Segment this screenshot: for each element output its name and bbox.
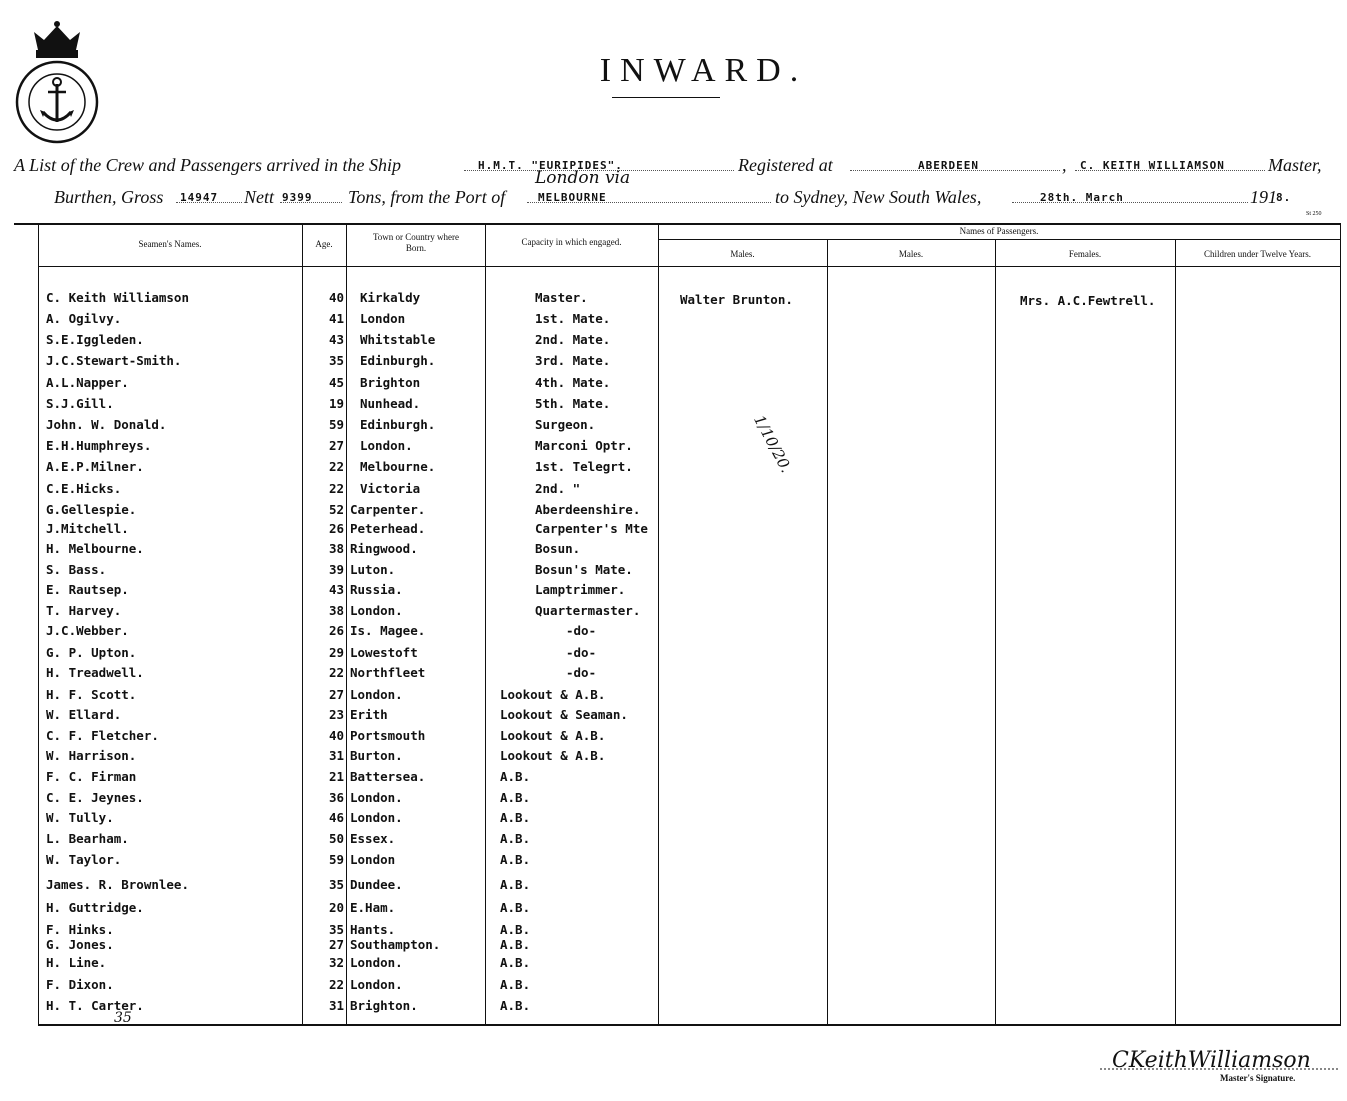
table-bottom-rule: [38, 1024, 1341, 1026]
seaman-capacity: 2nd. ": [535, 481, 581, 496]
master-label: Master,: [1268, 155, 1322, 175]
seaman-name: C.E.Hicks.: [46, 481, 122, 496]
seaman-age: 27: [328, 687, 344, 702]
list-heading-label: A List of the Crew and Passengers arrived in the Ship: [14, 155, 401, 175]
column-divider: [1340, 224, 1341, 1024]
seaman-birthplace: Hants.: [350, 922, 396, 937]
seaman-age: 46: [328, 810, 344, 825]
destination-label: to Sydney, New South Wales,: [775, 187, 982, 207]
seaman-age: 59: [328, 417, 344, 432]
seaman-age: 31: [328, 748, 344, 763]
seaman-name: C. E. Jeynes.: [46, 790, 144, 805]
seaman-capacity: A.B.: [500, 900, 531, 915]
seaman-name: J.C.Webber.: [46, 623, 129, 638]
seaman-name: T. Harvey.: [46, 603, 122, 618]
seaman-age: 29: [328, 645, 344, 660]
seaman-name: A. Ogilvy.: [46, 311, 122, 326]
handwritten-crew-count: 35: [114, 1010, 132, 1026]
seaman-capacity: A.B.: [500, 977, 531, 992]
seaman-birthplace: Ringwood.: [350, 541, 418, 556]
seaman-capacity: 5th. Mate.: [535, 396, 611, 411]
seaman-birthplace: Is. Magee.: [350, 623, 426, 638]
seaman-birthplace: London: [360, 311, 406, 326]
seaman-birthplace: Lowestoft: [350, 645, 418, 660]
seaman-age: 41: [328, 311, 344, 326]
seaman-name: H. F. Scott.: [46, 687, 137, 702]
seaman-birthplace: Luton.: [350, 562, 396, 577]
seaman-birthplace: Carpenter.: [350, 502, 426, 517]
tons-from-port-label: Tons, from the Port of: [348, 187, 506, 207]
arrival-date: 28th. March: [1040, 191, 1124, 204]
seaman-capacity: A.B.: [500, 877, 531, 892]
seaman-capacity: Lookout & A.B.: [500, 687, 606, 702]
seaman-age: 27: [328, 937, 344, 952]
port-name: MELBOURNE: [538, 191, 607, 204]
column-header-seamen: Seamen's Names.: [138, 239, 202, 249]
seaman-capacity: Surgeon.: [535, 417, 596, 432]
handwritten-date-annotation: 1/10/20.: [750, 412, 796, 476]
seaman-birthplace: Portsmouth: [350, 728, 426, 743]
seaman-birthplace: Kirkaldy: [360, 290, 421, 305]
year-suffix: 8.: [1276, 191, 1292, 204]
seaman-age: 59: [328, 852, 344, 867]
seaman-name: G. Jones.: [46, 937, 114, 952]
seaman-age: 38: [328, 541, 344, 556]
seaman-capacity: A.B.: [500, 922, 531, 937]
seaman-age: 43: [328, 332, 344, 347]
seaman-birthplace: Battersea.: [350, 769, 426, 784]
seaman-capacity: 3rd. Mate.: [535, 353, 611, 368]
column-divider: [658, 224, 659, 1024]
seaman-birthplace: E.Ham.: [350, 900, 396, 915]
seaman-name: H. T. Carter.: [46, 998, 144, 1013]
seaman-name: S.J.Gill.: [46, 396, 114, 411]
seaman-capacity: Lookout & A.B.: [500, 728, 606, 743]
seaman-birthplace: Peterhead.: [350, 521, 426, 536]
seaman-capacity: Master.: [535, 290, 588, 305]
seaman-birthplace: London.: [360, 438, 413, 453]
seaman-capacity: 4th. Mate.: [535, 375, 611, 390]
seaman-capacity: A.B.: [500, 937, 531, 952]
column-divider: [302, 224, 303, 1024]
seaman-age: 39: [328, 562, 344, 577]
passenger-male: Walter Brunton.: [680, 292, 793, 307]
seaman-name: W. Tully.: [46, 810, 114, 825]
seaman-name: L. Bearham.: [46, 831, 129, 846]
gross-tonnage: 14947: [180, 191, 219, 204]
seaman-name: F. Dixon.: [46, 977, 114, 992]
seaman-name: W. Harrison.: [46, 748, 137, 763]
column-header-passengers: Names of Passengers.: [959, 226, 1039, 236]
seaman-age: 31: [328, 998, 344, 1013]
seaman-age: 23: [328, 707, 344, 722]
seaman-age: 38: [328, 603, 344, 618]
seaman-capacity: Bosun's Mate.: [535, 562, 633, 577]
seaman-birthplace: Brighton.: [350, 998, 418, 1013]
seaman-name: S.E.Iggleden.: [46, 332, 144, 347]
seaman-age: 45: [328, 375, 344, 390]
seaman-capacity: Lookout & A.B.: [500, 748, 606, 763]
table-top-rule: [14, 223, 1341, 225]
seaman-capacity: 1st. Telegrt.: [535, 459, 633, 474]
column-header-age: Age.: [315, 239, 333, 249]
seaman-age: 35: [328, 877, 344, 892]
signature-label: Master's Signature.: [1220, 1073, 1296, 1083]
seaman-age: 27: [328, 438, 344, 453]
seaman-age: 35: [328, 922, 344, 937]
column-divider: [485, 224, 486, 1024]
registered-port: ABERDEEN: [918, 159, 979, 172]
seaman-name: J.Mitchell.: [46, 521, 129, 536]
column-header-children: Children under Twelve Years.: [1204, 249, 1311, 259]
seaman-age: 22: [328, 481, 344, 496]
seaman-age: 43: [328, 582, 344, 597]
seaman-name: G.Gellespie.: [46, 502, 137, 517]
seaman-name: H. Line.: [46, 955, 107, 970]
seaman-name: E. Rautsep.: [46, 582, 129, 597]
seaman-name: H. Guttridge.: [46, 900, 144, 915]
seaman-age: 35: [328, 353, 344, 368]
seaman-birthplace: Russia.: [350, 582, 403, 597]
seaman-birthplace: Essex.: [350, 831, 396, 846]
seaman-capacity: A.B.: [500, 852, 531, 867]
seaman-capacity: A.B.: [500, 831, 531, 846]
seaman-age: 22: [328, 459, 344, 474]
nett-label: Nett: [244, 187, 274, 207]
seaman-birthplace: London.: [350, 687, 403, 702]
seaman-birthplace: Dundee.: [350, 877, 403, 892]
seaman-birthplace: Erith: [350, 707, 388, 722]
burthen-label: Burthen, Gross: [54, 187, 164, 207]
seaman-birthplace: London.: [350, 790, 403, 805]
column-header-males: Males.: [898, 249, 924, 259]
column-divider: [995, 240, 996, 1024]
column-divider: [1175, 240, 1176, 1024]
seaman-capacity: Lamptrimmer.: [535, 582, 626, 597]
seaman-birthplace: Northfleet: [350, 665, 426, 680]
column-header-males: Males.: [730, 249, 755, 259]
seaman-name: G. P. Upton.: [46, 645, 137, 660]
seaman-capacity: A.B.: [500, 769, 531, 784]
seaman-name: A.E.P.Milner.: [46, 459, 144, 474]
seaman-age: 21: [328, 769, 344, 784]
seaman-capacity: -do-: [566, 623, 597, 638]
seaman-birthplace: Brighton: [360, 375, 421, 390]
seaman-capacity: 2nd. Mate.: [535, 332, 611, 347]
column-header-capacity: Capacity in which engaged.: [521, 237, 622, 247]
seaman-name: E.H.Humphreys.: [46, 438, 152, 453]
seaman-capacity: A.B.: [500, 955, 531, 970]
seaman-birthplace: London.: [350, 977, 403, 992]
seaman-capacity: 1st. Mate.: [535, 311, 611, 326]
seaman-name: C. Keith Williamson: [46, 290, 189, 305]
column-header-town: Town or Country where Born.: [372, 232, 460, 253]
seaman-birthplace: London: [350, 852, 396, 867]
seaman-age: 26: [328, 521, 344, 536]
column-divider: [827, 240, 828, 1024]
seaman-capacity: Bosun.: [535, 541, 581, 556]
column-divider: [38, 224, 39, 1024]
seaman-age: 22: [328, 977, 344, 992]
seaman-age: 19: [328, 396, 344, 411]
seaman-birthplace: Victoria: [360, 481, 421, 496]
master-name: C. KEITH WILLIAMSON: [1080, 159, 1225, 172]
seaman-name: S. Bass.: [46, 562, 107, 577]
seaman-birthplace: Burton.: [350, 748, 403, 763]
seaman-age: 36: [328, 790, 344, 805]
signature-line: [1100, 1066, 1340, 1072]
seaman-capacity: Marconi Optr.: [535, 438, 633, 453]
seaman-capacity: A.B.: [500, 810, 531, 825]
seaman-capacity: Carpenter's Mte: [535, 521, 648, 536]
form-reference: St 250: [1306, 211, 1322, 217]
seaman-name: C. F. Fletcher.: [46, 728, 159, 743]
seaman-capacity: A.B.: [500, 790, 531, 805]
seaman-age: 32: [328, 955, 344, 970]
seaman-name: W. Taylor.: [46, 852, 122, 867]
seaman-age: 40: [328, 290, 344, 305]
seaman-capacity: Quartermaster.: [535, 603, 641, 618]
nett-tonnage: 9399: [282, 191, 313, 204]
master-signature: CKeithWilliamson: [1112, 1048, 1311, 1073]
passenger-subheader-rule: [658, 239, 1341, 240]
seaman-birthplace: Whitstable: [360, 332, 436, 347]
seaman-birthplace: Edinburgh.: [360, 353, 436, 368]
seaman-name: F. Hinks.: [46, 922, 114, 937]
seaman-birthplace: Edinburgh.: [360, 417, 436, 432]
port-handwritten: London via: [535, 168, 631, 188]
seaman-capacity: Lookout & Seaman.: [500, 707, 628, 722]
seaman-birthplace: London.: [350, 955, 403, 970]
year-prefix: 191: [1250, 187, 1277, 207]
seaman-capacity: -do-: [566, 645, 597, 660]
seaman-age: 20: [328, 900, 344, 915]
comma-separator: ,: [1062, 155, 1067, 175]
registered-label: Registered at: [738, 155, 833, 175]
seaman-birthplace: Melbourne.: [360, 459, 436, 474]
seaman-name: James. R. Brownlee.: [46, 877, 189, 892]
seaman-name: J.C.Stewart-Smith.: [46, 353, 182, 368]
seaman-name: John. W. Donald.: [46, 417, 167, 432]
seaman-capacity: Aberdeenshire.: [535, 502, 641, 517]
header-bottom-rule: [38, 266, 1341, 267]
seaman-name: F. C. Firman: [46, 769, 137, 784]
seaman-name: A.L.Napper.: [46, 375, 129, 390]
seaman-age: 22: [328, 665, 344, 680]
seaman-name: H. Treadwell.: [46, 665, 144, 680]
seaman-age: 52: [328, 502, 344, 517]
seaman-name: H. Melbourne.: [46, 541, 144, 556]
seaman-birthplace: London.: [350, 810, 403, 825]
seaman-age: 26: [328, 623, 344, 638]
column-header-females: Females.: [1068, 249, 1102, 259]
seaman-name: W. Ellard.: [46, 707, 122, 722]
seaman-age: 40: [328, 728, 344, 743]
seaman-birthplace: London.: [350, 603, 403, 618]
seaman-age: 50: [328, 831, 344, 846]
passenger-female: Mrs. A.C.Fewtrell.: [1020, 293, 1156, 308]
ship-name: H.M.T. "EURIPIDES".: [478, 159, 623, 172]
page-title: INWARD.: [599, 52, 808, 89]
column-divider: [346, 224, 347, 1024]
seaman-birthplace: Southampton.: [350, 937, 441, 952]
seaman-capacity: A.B.: [500, 998, 531, 1013]
seaman-capacity: -do-: [566, 665, 597, 680]
seaman-birthplace: Nunhead.: [360, 396, 421, 411]
